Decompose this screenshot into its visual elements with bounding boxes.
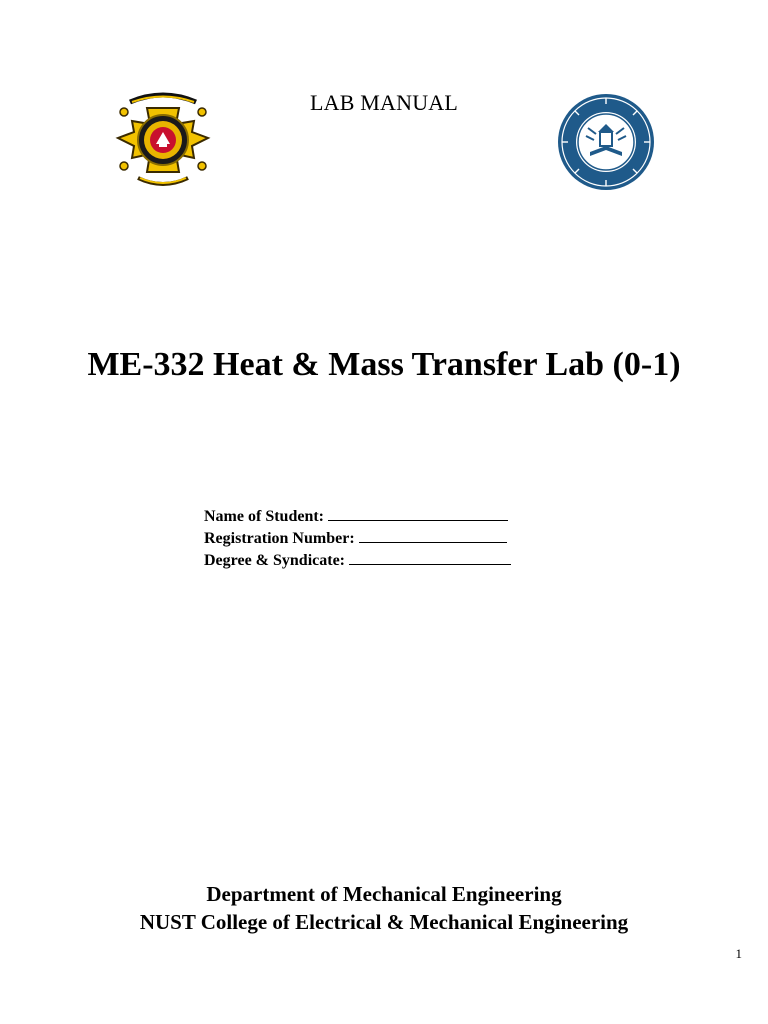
course-title: ME-332 Heat & Mass Transfer Lab (0-1) — [87, 346, 681, 383]
registration-number-row — [204, 528, 511, 550]
department-block — [0, 880, 768, 936]
college-name: NUST College of Electrical & Mechanical Engineering — [139, 910, 629, 934]
student-name-row — [204, 506, 511, 528]
nust-seal-icon — [556, 92, 656, 192]
registration-number-blank[interactable] — [359, 528, 507, 543]
student-name-blank[interactable] — [328, 506, 508, 521]
student-info-form — [204, 506, 511, 572]
degree-syndicate-row — [204, 550, 511, 572]
registration-number-label: Registration Number: — [204, 530, 355, 547]
page-number: 1 — [735, 946, 742, 961]
degree-syndicate-label: Degree & Syndicate: — [204, 552, 345, 569]
student-name-label: Name of Student: — [204, 508, 324, 525]
lab-manual-heading: LAB MANUAL — [309, 90, 459, 115]
degree-syndicate-blank[interactable] — [349, 550, 511, 565]
department-name: Department of Mechanical Engineering — [206, 882, 562, 906]
